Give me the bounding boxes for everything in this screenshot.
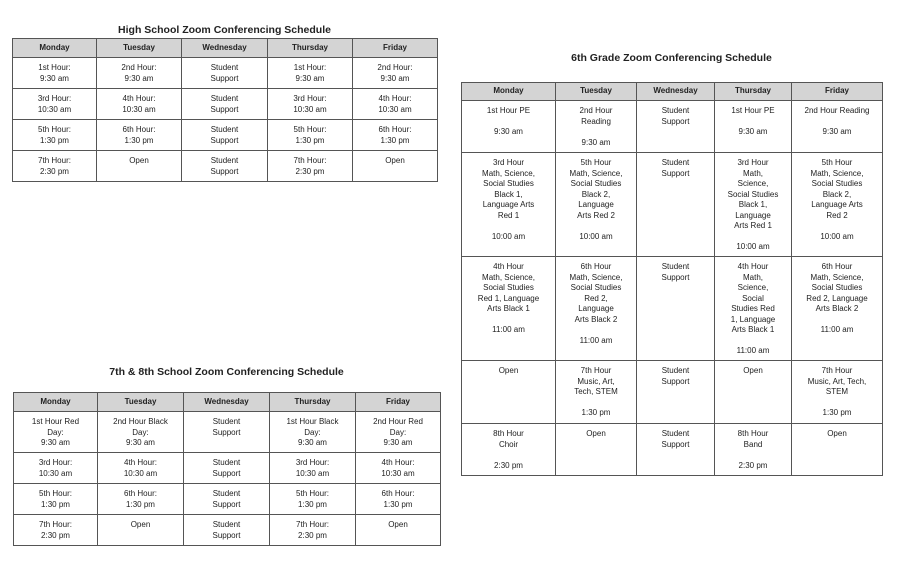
- middle-school-title: 7th & 8th School Zoom Conferencing Schedule: [109, 366, 344, 378]
- table-cell: 1st Hour PE 9:30 am: [462, 101, 556, 153]
- table-cell: 6th Hour: 1:30 pm: [98, 484, 184, 515]
- table-cell: 2nd Hour: 9:30 am: [353, 58, 438, 89]
- table-cell: 1st Hour Black Day: 9:30 am: [270, 412, 356, 453]
- header-wednesday: Wednesday: [637, 83, 715, 101]
- header-friday: Friday: [792, 83, 883, 101]
- middle-school-table: [13, 392, 441, 546]
- table-row: [462, 424, 883, 476]
- table-cell: 6th Hour Math, Science, Social Studies Red 2, Language Arts Black 2 11:00 am: [556, 257, 637, 361]
- header-thursday: Thursday: [715, 83, 792, 101]
- table-cell: 5th Hour: 1:30 pm: [268, 120, 353, 151]
- table-cell: 3rd Hour: 10:30 am: [14, 453, 98, 484]
- table-row: [14, 412, 441, 453]
- table-cell: 3rd Hour: 10:30 am: [268, 89, 353, 120]
- table-cell: Student Support: [637, 361, 715, 424]
- table-cell: Student Support: [182, 58, 268, 89]
- table-row: [13, 120, 438, 151]
- header-friday: Friday: [356, 393, 441, 412]
- table-cell: Student Support: [637, 424, 715, 476]
- header-row: [14, 393, 441, 412]
- table-cell: 8th Hour Choir 2:30 pm: [462, 424, 556, 476]
- table-cell: Student Support: [184, 412, 270, 453]
- table-cell: 7th Hour: 2:30 pm: [270, 515, 356, 546]
- header-monday: Monday: [462, 83, 556, 101]
- header-tuesday: Tuesday: [556, 83, 637, 101]
- table-cell: 6th Hour: 1:30 pm: [356, 484, 441, 515]
- header-friday: Friday: [353, 39, 438, 58]
- table-cell: 1st Hour: 9:30 am: [13, 58, 97, 89]
- table-cell: 2nd Hour: 9:30 am: [97, 58, 182, 89]
- table-cell: Student Support: [184, 515, 270, 546]
- table-cell: 4th Hour: 10:30 am: [98, 453, 184, 484]
- table-cell: 3rd Hour: 10:30 am: [13, 89, 97, 120]
- table-cell: 4th Hour: 10:30 am: [353, 89, 438, 120]
- table-cell: Student Support: [184, 453, 270, 484]
- sixth-grade-table: [461, 82, 883, 476]
- table-row: [462, 361, 883, 424]
- table-cell: 2nd Hour Reading 9:30 am: [556, 101, 637, 153]
- header-monday: Monday: [13, 39, 97, 58]
- table-cell: Student Support: [184, 484, 270, 515]
- table-cell: 1st Hour Red Day: 9:30 am: [14, 412, 98, 453]
- table-cell: Student Support: [182, 151, 268, 182]
- table-cell: Student Support: [637, 101, 715, 153]
- table-row: [462, 101, 883, 153]
- table-cell: 6th Hour: 1:30 pm: [97, 120, 182, 151]
- table-cell: Open: [715, 361, 792, 424]
- table-cell: 7th Hour: 2:30 pm: [14, 515, 98, 546]
- table-cell: 4th Hour Math, Science, Social Studies Red 1, Language Arts Black 1 11:00 am: [462, 257, 556, 361]
- table-cell: 5th Hour: 1:30 pm: [270, 484, 356, 515]
- high-school-title: High School Zoom Conferencing Schedule: [118, 24, 331, 36]
- table-row: [462, 257, 883, 361]
- table-cell: 5th Hour: 1:30 pm: [13, 120, 97, 151]
- table-cell: 2nd Hour Red Day: 9:30 am: [356, 412, 441, 453]
- table-cell: 4th Hour: 10:30 am: [97, 89, 182, 120]
- table-cell: 4th Hour: 10:30 am: [356, 453, 441, 484]
- table-row: [13, 58, 438, 89]
- table-row: [14, 515, 441, 546]
- header-monday: Monday: [14, 393, 98, 412]
- table-cell: 3rd Hour Math, Science, Social Studies Black 1, Language Arts Red 1 10:00 am: [462, 153, 556, 257]
- header-wednesday: Wednesday: [182, 39, 268, 58]
- table-cell: Student Support: [637, 257, 715, 361]
- table-row: [14, 453, 441, 484]
- table-cell: Open: [97, 151, 182, 182]
- header-row: [13, 39, 438, 58]
- table-cell: 1st Hour: 9:30 am: [268, 58, 353, 89]
- header-tuesday: Tuesday: [98, 393, 184, 412]
- table-cell: Student Support: [637, 153, 715, 257]
- table-row: [13, 89, 438, 120]
- header-row: [462, 83, 883, 101]
- table-cell: Open: [556, 424, 637, 476]
- table-cell: Student Support: [182, 89, 268, 120]
- table-cell: 8th Hour Band 2:30 pm: [715, 424, 792, 476]
- header-thursday: Thursday: [268, 39, 353, 58]
- header-tuesday: Tuesday: [97, 39, 182, 58]
- table-cell: 5th Hour Math, Science, Social Studies Black 2, Language Arts Red 2 10:00 am: [792, 153, 883, 257]
- header-thursday: Thursday: [270, 393, 356, 412]
- table-cell: 6th Hour: 1:30 pm: [353, 120, 438, 151]
- table-cell: 2nd Hour Black Day: 9:30 am: [98, 412, 184, 453]
- table-cell: Student Support: [182, 120, 268, 151]
- table-cell: Open: [462, 361, 556, 424]
- table-cell: 4th Hour Math, Science, Social Studies Red 1, Language Arts Black 1 11:00 am: [715, 257, 792, 361]
- table-cell: 1st Hour PE 9:30 am: [715, 101, 792, 153]
- table-cell: Open: [792, 424, 883, 476]
- table-cell: 6th Hour Math, Science, Social Studies Red 2, Language Arts Black 2 11:00 am: [792, 257, 883, 361]
- table-cell: Open: [98, 515, 184, 546]
- high-school-table: [12, 38, 438, 182]
- table-cell: 7th Hour Music, Art, Tech, STEM 1:30 pm: [792, 361, 883, 424]
- table-cell: 5th Hour Math, Science, Social Studies Black 2, Language Arts Red 2 10:00 am: [556, 153, 637, 257]
- sixth-grade-title: 6th Grade Zoom Conferencing Schedule: [571, 52, 772, 64]
- table-cell: 3rd Hour: 10:30 am: [270, 453, 356, 484]
- header-wednesday: Wednesday: [184, 393, 270, 412]
- table-row: [13, 151, 438, 182]
- table-cell: 2nd Hour Reading 9:30 am: [792, 101, 883, 153]
- table-cell: 7th Hour Music, Art, Tech, STEM 1:30 pm: [556, 361, 637, 424]
- table-cell: 5th Hour: 1:30 pm: [14, 484, 98, 515]
- table-cell: 7th Hour: 2:30 pm: [13, 151, 97, 182]
- table-cell: Open: [356, 515, 441, 546]
- table-cell: Open: [353, 151, 438, 182]
- table-row: [462, 153, 883, 257]
- table-cell: 3rd Hour Math, Science, Social Studies Black 1, Language Arts Red 1 10:00 am: [715, 153, 792, 257]
- table-row: [14, 484, 441, 515]
- table-cell: 7th Hour: 2:30 pm: [268, 151, 353, 182]
